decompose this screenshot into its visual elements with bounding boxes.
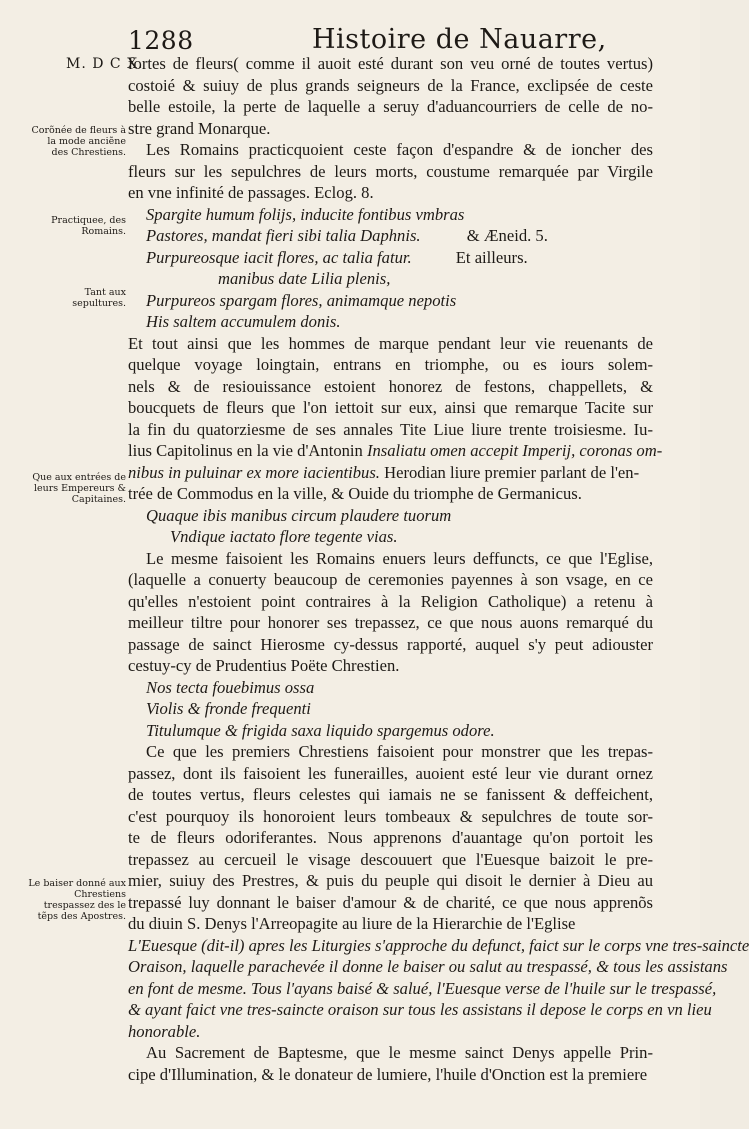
verse-line: Titulumque & frigida saxa liquido spargemus odore.: [146, 720, 495, 740]
verse-line: Vndique iactato flore tegente vias.: [170, 527, 398, 546]
text-line: passez, dont ils faisoient les funerailles, auoient esté leur vie durant ornez: [128, 763, 653, 783]
text-line: [128, 462, 653, 484]
latin-quote: & ayant faict vne tres-saincte oraison sur tous les assistans il depose le corps en vn lieu: [128, 1000, 712, 1019]
margin-note: Tant aux sepultures.: [72, 287, 126, 309]
text-line: Et tout ainsi que les hommes de marque pendant leur vie reuenants de: [128, 333, 653, 353]
verse-line: manibus date Lilia plenis,: [218, 269, 391, 288]
text-line: du diuin S. Denys l'Arreopagite au liure de la Hierarchie de l'Eglise: [128, 914, 576, 933]
text-segment: lius Capitolinus en la vie d'Antonin: [128, 441, 363, 460]
year-marker: M. D C X.: [66, 56, 144, 72]
text-line: [128, 440, 663, 462]
text-line: fortes de fleurs( comme il auoit esté durant son veu orné de toutes vertus): [128, 54, 653, 73]
text-line: costoié & suiuy de plus grands seigneurs de la France, exclipsée de ceste: [128, 75, 653, 95]
verse-row: [128, 247, 653, 269]
verse-line: Pastores, mandat fieri sibi talia Daphnis.: [146, 226, 421, 245]
text-line: de toutes vertus, fleurs celestes qui iamais ne se fanissent & deffeichent,: [128, 785, 653, 804]
text-line: [128, 1064, 653, 1086]
citation: Et ailleurs.: [455, 247, 528, 267]
latin-quote: nibus in puluinar ex more iacientibus.: [128, 462, 380, 482]
text-line: cestuy-cy de Prudentius Poëte Chrestien.: [128, 656, 400, 675]
verse-line: Spargite humum folijs, inducite fontibus vmbras: [146, 204, 465, 224]
latin-quote: L'Euesque (dit-il) apres les Liturgies s'approche du defunct, faict sur le corps vne tres-saincte: [128, 935, 749, 955]
body-text: [128, 53, 749, 1085]
text-line: stre grand Monarque.: [128, 118, 271, 138]
text-line: passage de sainct Hierosme cy-dessus rapporté, auquel s'y peut adiouster: [128, 634, 653, 654]
text-line: (laquelle a conuerty beaucoup de ceremonies payennes à son vsage, en ce: [128, 570, 653, 589]
verse-line: His saltem accumulem donis.: [146, 312, 341, 331]
text-segment: cipe d'Illumination, & le donateur de lumiere,: [128, 1064, 432, 1084]
latin-quote: Oraison, laquelle parachevée il donne le baiser ou salut au trespassé, & tous les assistans: [128, 957, 728, 976]
citation: & Æneid. 5.: [466, 226, 548, 245]
margin-note: Que aux entrées de leurs Empereurs & Capitaines.: [32, 472, 126, 505]
text-line: te de fleurs odoriferantes. Nous apprenons d'auantage qu'on portoit les: [128, 828, 653, 847]
text-line: belle estoile, la perte de laquelle a seruy d'aduancourriers de celle de no-: [128, 97, 653, 116]
verse-line: Quaque ibis manibus circum plaudere tuorum: [146, 505, 452, 525]
text-line: la fin du quatorziesme de ses annales Tite Liue liure trente troisiesme. Iu-: [128, 419, 653, 439]
margin-note: Le baiser donné aux Chrestiens trespassez des le tẽps des Apostres.: [28, 878, 126, 922]
text-line: boucquets de fleurs que l'on iettoit sur eux, ainsi que remarque Tacite sur: [128, 398, 653, 417]
text-segment: Herodian liure premier parlant de l'en-: [384, 462, 640, 482]
text-line: Les Romains practicquoient ceste façon d'espandre & de ioncher des: [146, 140, 653, 159]
page-number: 1288: [128, 26, 194, 55]
margin-note: Practiquee, des Romains.: [51, 215, 126, 237]
text-line: c'est pourquoy ils honoroient leurs tombeaux & sepulchres de toute sor-: [128, 806, 653, 826]
text-line: meilleur tiltre pour honorer ses trepassez, ce que nous auons remarqué du: [128, 613, 653, 632]
text-line: quelque voyage loingtain, entrans en triomphe, ou es iours solem-: [128, 355, 653, 374]
text-segment: l'huile d'Onction est la premiere: [435, 1064, 648, 1084]
verse-line: Violis & fronde frequenti: [146, 699, 311, 718]
text-line: Au Sacrement de Baptesme, que le mesme sainct Denys appelle Prin-: [146, 1043, 653, 1062]
verse-line: Purpureosque iacit flores, ac talia fatur.: [146, 247, 412, 267]
running-title: Histoire de Nauarre,: [312, 24, 607, 55]
text-line: qu'elles n'estoient point contraires à la Religion Catholique) a retenu à: [128, 591, 653, 611]
latin-quote: honorable.: [128, 1021, 201, 1041]
margin-note: Corõnée de fleurs à la mode anciẽne des Chrestiens.: [31, 125, 126, 158]
text-line: trepassé luy donnant le baiser d'amour & de charité, ce que nous apprenõs: [128, 892, 653, 912]
text-line: Le mesme faisoient les Romains enuers leurs deffuncts, ce que l'Eglise,: [146, 548, 653, 568]
text-line: fleurs sur les sepulchres de leurs morts, coustume remarquée par Virgile: [128, 161, 653, 181]
verse-line: Purpureos spargam flores, animamque nepotis: [146, 290, 457, 310]
text-line: Ce que les premiers Chrestiens faisoient pour monstrer que les trepas-: [146, 742, 653, 761]
latin-quote: Insaliatu omen accepit Imperij, coronas om-: [366, 441, 663, 460]
text-line: nels & de resiouissance estoient honorez de festons, chappellets, &: [128, 376, 653, 396]
text-line: mier, suiuy des Prestres, & puis du peuple qui disoit le dernier à Dieu au: [128, 871, 653, 890]
text-line: trepassez au cercueil le visage descouuert que l'Euesque baizoit le pre-: [128, 849, 653, 869]
text-line: en vne infinité de passages. Eclog. 8.: [128, 183, 374, 202]
text-line: trée de Commodus en la ville, & Ouide du triomphe de Germanicus.: [128, 484, 582, 503]
verse-line: Nos tecta fouebimus ossa: [146, 677, 315, 697]
verse-row: [128, 225, 653, 247]
latin-quote: en font de mesme. Tous l'ayans baisé & salué, l'Euesque verse de l'huile sur le trespassé,: [128, 978, 717, 998]
